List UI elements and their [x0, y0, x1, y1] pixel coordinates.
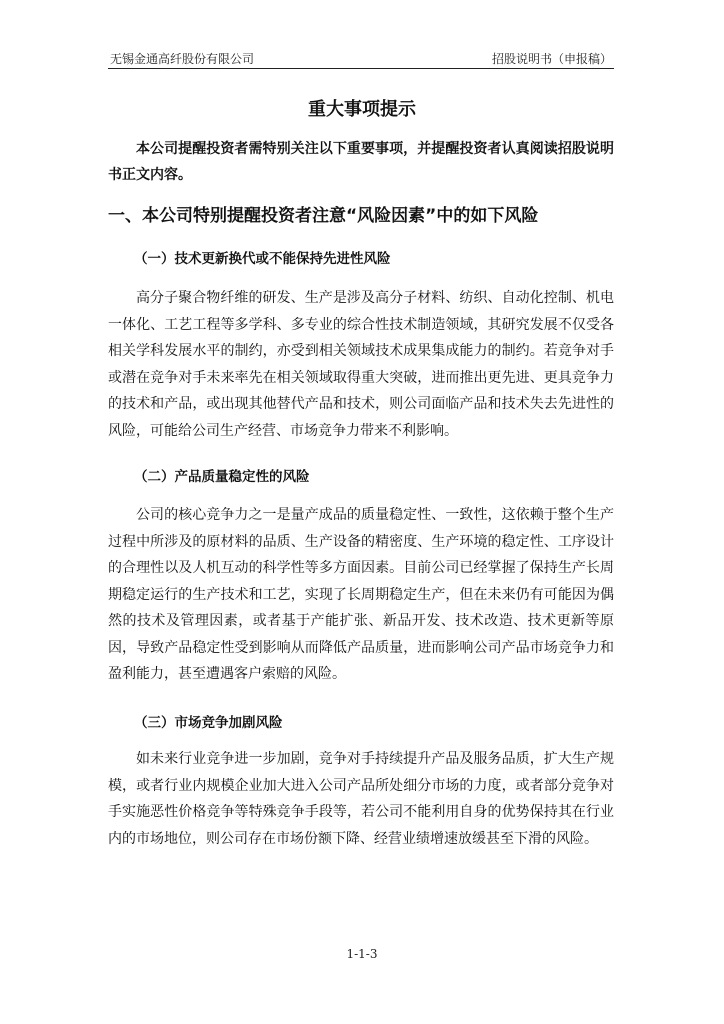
header-company: 无锡金通高纤股份有限公司 — [110, 52, 255, 66]
paragraph-competition-risk: 如未来行业竞争进一步加剧，竞争对手持续提升产品及服务品质，扩大生产规模，或者行业内规模企业加大进入公司产品所处细分市场的力度，或者部分竞争对手实施恶性价格竞争等特殊竞争手段等，若公司不能利用自身的优势保持其在行业内的市场地位，则公司存在市场份额下降、经营业绩增速放缓甚至下滑的风险。 — [108, 751, 614, 847]
intro-paragraph: 本公司提醒投资者需特别关注以下重要事项，并提醒投资者认真阅读招股说明书正文内容。 — [108, 141, 614, 183]
page-header — [108, 46, 614, 69]
page-title: 重大事项提示 — [308, 99, 416, 120]
paragraph-tech-risk: 高分子聚合物纤维的研发、生产是涉及高分子材料、纺织、自动化控制、机电一体化、工艺工程等多学科、多专业的综合性技术制造领域，其研究发展不仅受各相关学科发展水平的制约，亦受到相关领域技术成果集成能力的制约。若竞争对手或潜在竞争对手未来率先在相关领域取得重大突破，进而推出更先进、更具竞争力的技术和产品，或出现其他替代产品和技术，则公司面临产品和技术失去先进性的风险，可能给公司生产经营、市场竞争力带来不利影响。 — [108, 290, 614, 439]
page-number: 1-1-3 — [346, 947, 378, 961]
subsection-heading-1: （一）技术更新换代或不能保持先进性风险 — [134, 251, 391, 267]
subsection-heading-3: （三）市场竞争加剧风险 — [134, 715, 283, 731]
header-document-title: 招股说明书（申报稿） — [491, 52, 612, 66]
paragraph-quality-risk: 公司的核心竞争力之一是量产成品的质量稳定性、一致性，这依赖于整个生产过程中所涉及的原材料的品质、生产设备的精密度、生产环境的稳定性、工序设计的合理性以及人机互动的科学性等多方面因素。目前公司已经掌握了保持生产长周期稳定运行的生产技术和工艺，实现了长周期稳定生产，但在未来仍有可能因为偶然的技术及管理因素，或者基于产能扩张、新品开发、技术改造、技术更新等原因，导致产品稳定性受到影响从而降低产品质量，进而影响公司产品市场竞争力和盈利能力，甚至遭遇客户索赔的风险。 — [108, 507, 614, 682]
section-heading-1: 一、本公司特别提醒投资者注意“风险因素”中的如下风险 — [108, 206, 539, 226]
subsection-heading-2: （二）产品质量稳定性的风险 — [134, 469, 310, 485]
